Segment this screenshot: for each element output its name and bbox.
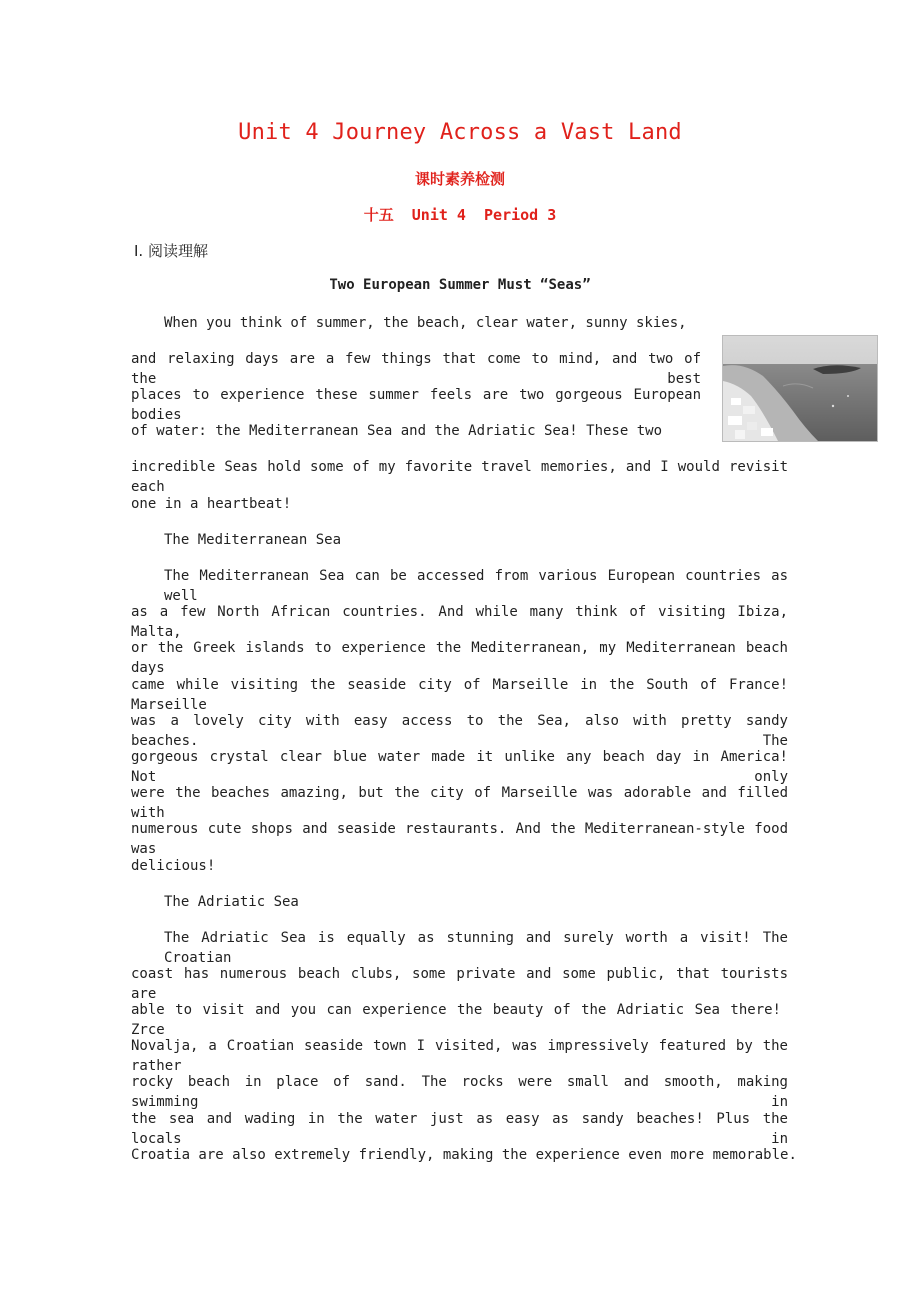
- text-line: or the Greek islands to experience the Mediterranean, my Mediterranean beach days: [131, 640, 788, 676]
- text-line: The Mediterranean Sea can be accessed from various European countries as well: [164, 568, 788, 604]
- text-line: When you think of summer, the beach, clear water, sunny skies,: [164, 315, 687, 331]
- text-line: one in a heartbeat!: [131, 496, 292, 512]
- text-line: delicious!: [131, 858, 216, 874]
- text-line: rocky beach in place of sand. The rocks were small and smooth, making swimming in: [131, 1074, 788, 1110]
- text-line: the sea and wading in the water just as easy as sandy beaches! Plus the locals in: [131, 1111, 788, 1147]
- text-line: The Adriatic Sea is equally as stunning and surely worth a visit! The Croatian: [164, 930, 788, 966]
- text-line: of water: the Mediterranean Sea and the Adriatic Sea! These two: [131, 423, 663, 439]
- text-line: came while visiting the seaside city of Marseille in the South of France! Marseille: [131, 677, 788, 713]
- passage-title: Two European Summer Must “Seas”: [329, 277, 591, 293]
- text-line: able to visit and you can experience the beauty of the Adriatic Sea there! Zrce: [131, 1002, 781, 1038]
- text-line: coast has numerous beach clubs, some private and some public, that tourists are: [131, 966, 788, 1002]
- document-subtitle: 课时素养检测: [414, 170, 505, 188]
- text-line: were the beaches amazing, but the city of Marseille was adorable and filled with: [131, 785, 788, 821]
- subheading: The Adriatic Sea: [164, 894, 299, 910]
- text-line: Croatia are also extremely friendly, making the experience even more memorable.: [131, 1147, 797, 1163]
- text-line: as a few North African countries. And while many think of visiting Ibiza, Malta,: [131, 604, 788, 640]
- text-line: numerous cute shops and seaside restaurants. And the Mediterranean-style food was: [131, 821, 788, 857]
- text-line: gorgeous crystal clear blue water made it unlike any beach day in America! Not only: [131, 749, 788, 785]
- period-label: 十五 Unit 4 Period 3: [363, 206, 557, 224]
- text-line: incredible Seas hold some of my favorite travel memories, and I would revisit each: [131, 459, 788, 495]
- text-line: places to experience these summer feels are two gorgeous European bodies: [131, 387, 701, 423]
- text-line: and relaxing days are a few things that come to mind, and two of the best: [131, 351, 701, 387]
- subheading: The Mediterranean Sea: [164, 532, 342, 548]
- document-title: Unit 4 Journey Across a Vast Land: [238, 120, 682, 145]
- section-heading: Ⅰ. 阅读理解: [134, 242, 208, 260]
- text-line: was a lovely city with easy access to the Sea, also with pretty sandy beaches. The: [131, 713, 788, 749]
- text-line: Novalja, a Croatian seaside town I visited, was impressively featured by the rather: [131, 1038, 788, 1074]
- coastal-photo: [722, 335, 878, 442]
